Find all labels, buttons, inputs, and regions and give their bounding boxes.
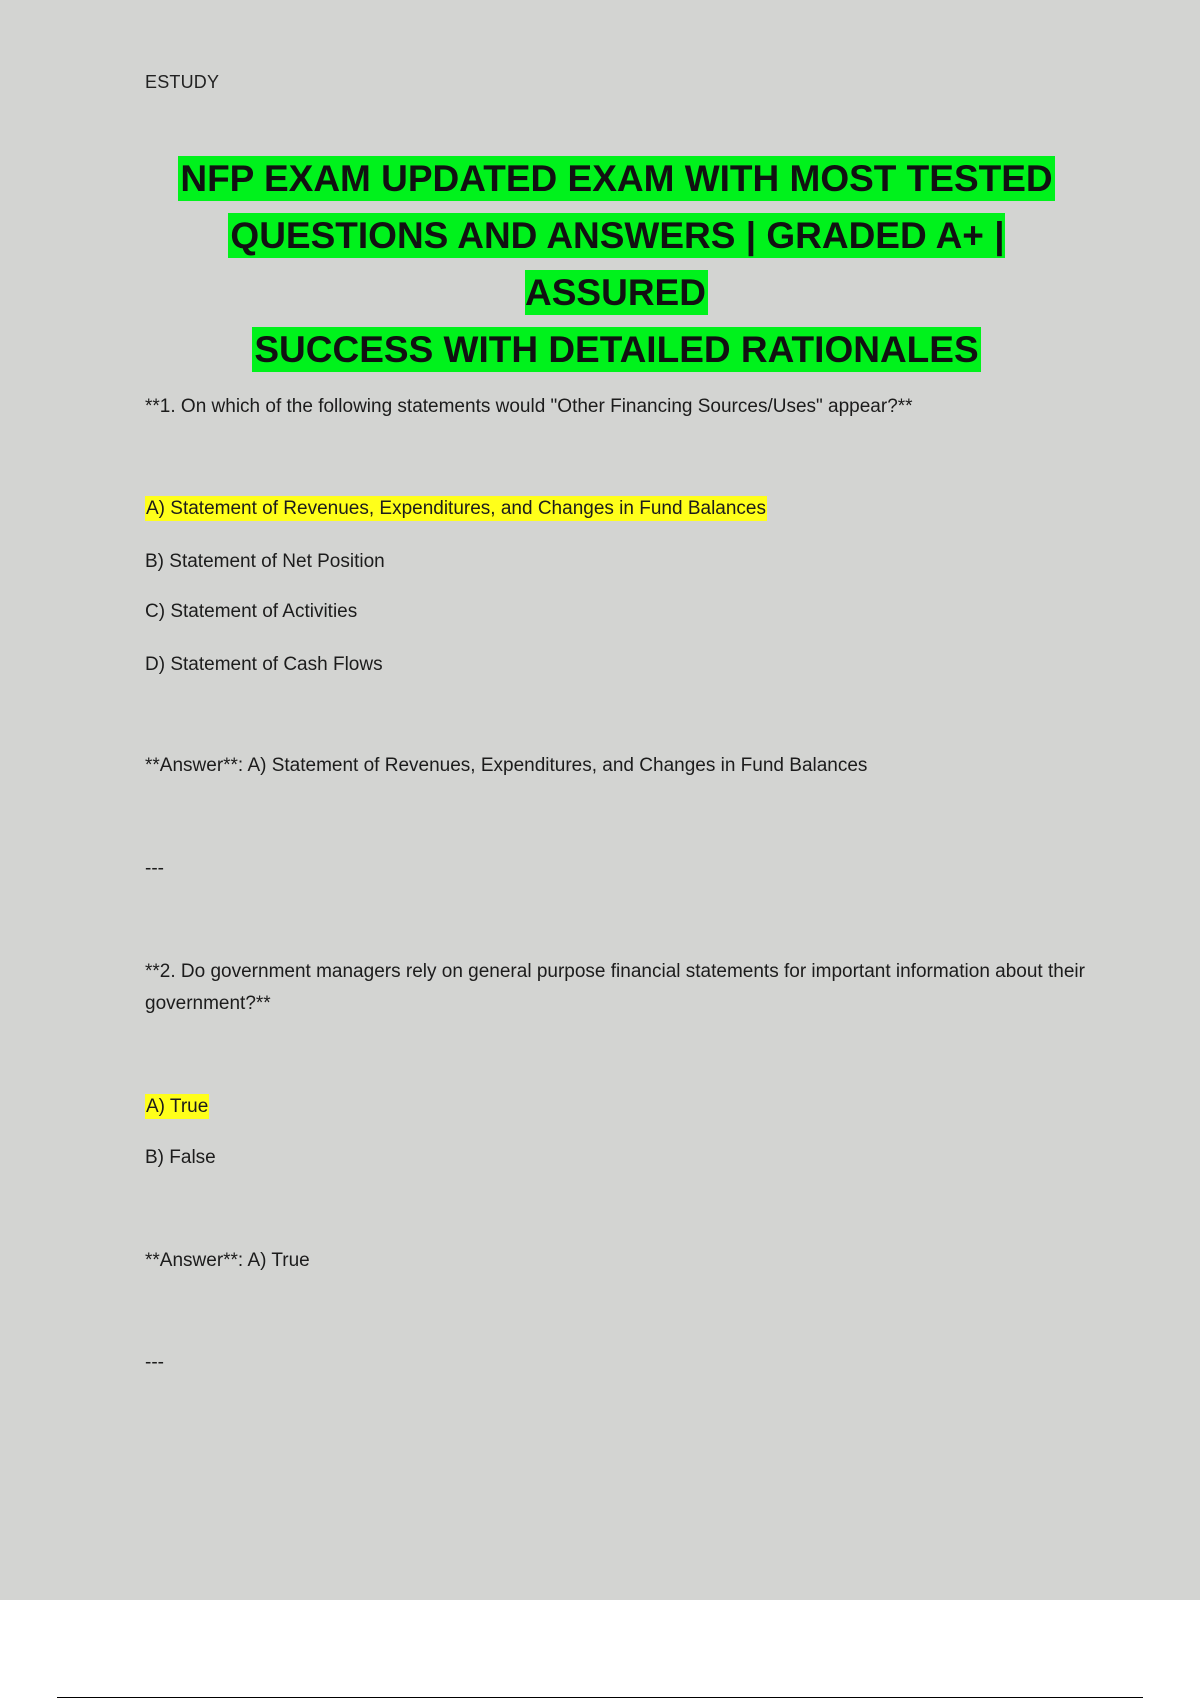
- question-2-prompt: **2. Do government managers rely on general purpose financial statements for important information about their government?**: [145, 961, 1085, 1014]
- correct-option-highlight: A) Statement of Revenues, Expenditures, and Changes in Fund Balances: [146, 498, 766, 519]
- title-line-1: NFP EXAM UPDATED EXAM WITH MOST TESTED: [180, 158, 1053, 199]
- document-title: [140, 150, 1093, 378]
- separator: ---: [145, 858, 164, 879]
- question-1-option-a: [145, 498, 767, 520]
- footer-rule: [57, 1697, 1143, 1698]
- question-1-option-d: D) Statement of Cash Flows: [145, 654, 383, 675]
- question-2-answer: **Answer**: A) True: [145, 1250, 310, 1271]
- correct-option-highlight: A) True: [146, 1096, 209, 1117]
- question-1-answer: **Answer**: A) Statement of Revenues, Expenditures, and Changes in Fund Balances: [145, 755, 868, 776]
- question-1-option-c: C) Statement of Activities: [145, 601, 358, 622]
- title-line-3: SUCCESS WITH DETAILED RATIONALES: [254, 329, 979, 370]
- question-1-option-b: B) Statement of Net Position: [145, 551, 385, 572]
- separator: ---: [145, 1352, 164, 1373]
- question-1-prompt: **1. On which of the following statements would "Other Financing Sources/Uses" appear?**: [145, 396, 913, 417]
- title-line-2: QUESTIONS AND ANSWERS | GRADED A+ | ASSURED: [230, 215, 1005, 313]
- header-label: ESTUDY: [145, 72, 220, 92]
- question-2-option-a: [145, 1096, 209, 1118]
- question-2-option-b: B) False: [145, 1147, 216, 1168]
